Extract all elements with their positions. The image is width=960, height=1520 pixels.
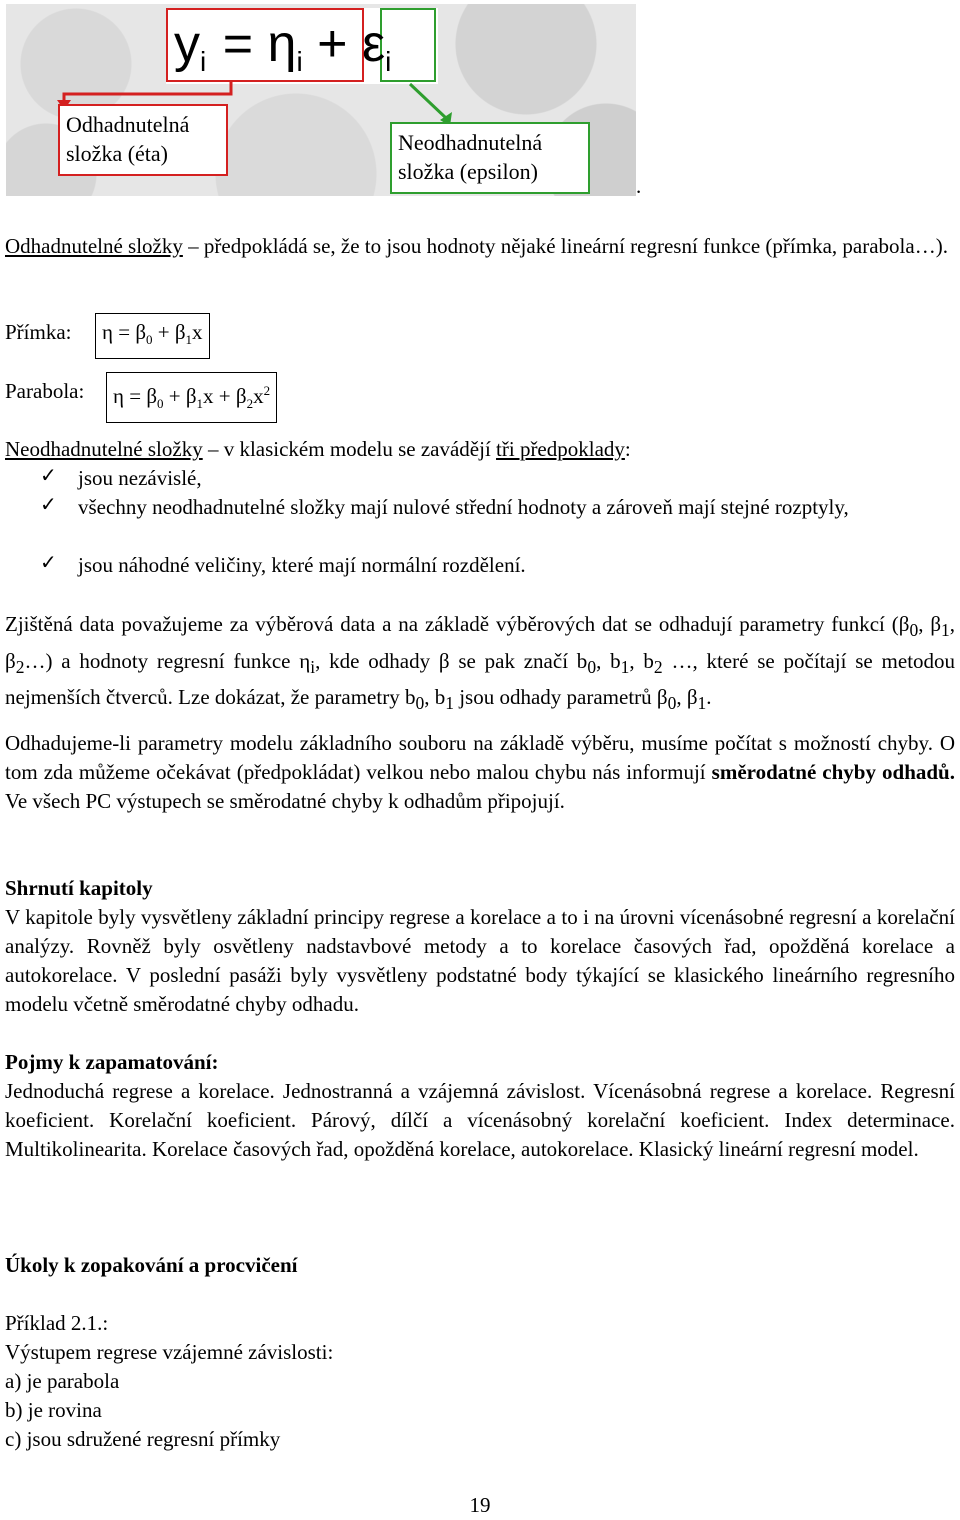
paragraph-nonestimable: Neodhadnutelné složky – v klasickém modelu se zavádějí tři předpoklady: — [5, 437, 631, 461]
label-estimable-component: Odhadnutelná složka (éta) — [58, 104, 228, 176]
check-icon: ✓ — [40, 550, 57, 574]
assumption-item: jsou nezávislé, — [78, 466, 202, 490]
regression-equation: $y_i = \eta_i + \varepsilon_i$ — [174, 15, 392, 77]
check-icon: ✓ — [40, 492, 57, 516]
check-icon: ✓ — [40, 463, 57, 487]
terms-text: Jednoduchá regrese a korelace. Jednostranná a vzájemná závislost. Vícenásobná regrese a korelace. Regresní koeficient. Korelační koeficient. Párový, dílčí a vícenásobný korelační koeficient. Index determinace. Multikolinearita. Korelace časových řad, opožděná korelace, autokorelace. Klasický lineární regresní model. — [5, 1079, 955, 1161]
term-estimable: Odhadnutelné složky — [5, 234, 183, 258]
question-text: Výstupem regrese vzájemné závislosti: — [5, 1340, 334, 1364]
label-nonestimable-component: Neodhadnutelná složka (epsilon) — [390, 122, 590, 194]
green-arrow — [410, 84, 446, 118]
example-label: Příklad 2.1.: — [5, 1311, 109, 1335]
equation-figure — [6, 4, 636, 196]
red-arrow — [64, 82, 231, 102]
primka-equation: $\eta = \beta_0 + \beta_1x$ — [95, 313, 210, 359]
paragraph-errors: Odhadujeme-li parametry modelu základního souboru na základě výběru, musíme počítat s možností chyby. O tom zda můžeme očekávat (předpokládat) velkou nebo malou chybu nás informují směrodatné chyby odhadů. Ve všech PC výstupech se směrodatné chyby k odhadům připojují. — [5, 731, 955, 813]
option-item: a) je parabola — [5, 1369, 120, 1393]
paragraph-estimates: Zjištěná data považujeme za výběrová data a na základě výběrových dat se odhadují parametry funkcí ($\beta_0$, $\beta_1$, $\beta_2\dots$) a hodnoty regresní funkce $\eta_i$, kde odhady β se pak značí $b_0$, $b_1$, $b_2$ …, které se počítají se metodou nejmenších čtverců. Lze dokázat, že parametry $b_0$, $b_1$ jsou odhady parametrů $\beta_0$, $\beta_1$. — [5, 612, 956, 714]
parabola-equation: $\eta = \beta_0 + \beta_1x + \beta_2x^2$ — [106, 372, 277, 423]
primka-label: Přímka: — [5, 320, 72, 344]
assumption-item: všechny neodhadnutelné složky mají nulové střední hodnoty a zároveň mají stejné rozptyly, — [78, 495, 849, 519]
parabola-label: Parabola: — [5, 379, 85, 403]
assumption-item: jsou náhodné veličiny, které mají normální rozdělení. — [78, 553, 526, 577]
summary-text: V kapitole byly vysvětleny základní principy regrese a korelace a to i na úrovni vícenásobné regresní a korelační analýzy. Rovněž byly osvětleny nadstavbové metody a to korelace časových řad, opožděná korelace a autokorelace. V poslední pasáži byly vysvětleny podstatné body týkající se klasického lineárního regresního modelu včetně směrodatné chyby odhadu. — [5, 905, 955, 1016]
page-number: 19 — [469, 1493, 491, 1517]
summary-heading: Shrnutí kapitoly — [5, 876, 153, 900]
terms-heading: Pojmy k zapamatování: — [5, 1050, 219, 1074]
figure-trailing-dot: . — [636, 174, 642, 198]
option-item: c) jsou sdružené regresní přímky — [5, 1427, 281, 1451]
option-item: b) je rovina — [5, 1398, 102, 1422]
tasks-heading: Úkoly k zopakování a procvičení — [5, 1253, 298, 1277]
paragraph-estimable: Odhadnutelné složky – předpokládá se, že to jsou hodnoty nějaké lineární regresní funkce (přímka, parabola…). — [5, 234, 948, 258]
